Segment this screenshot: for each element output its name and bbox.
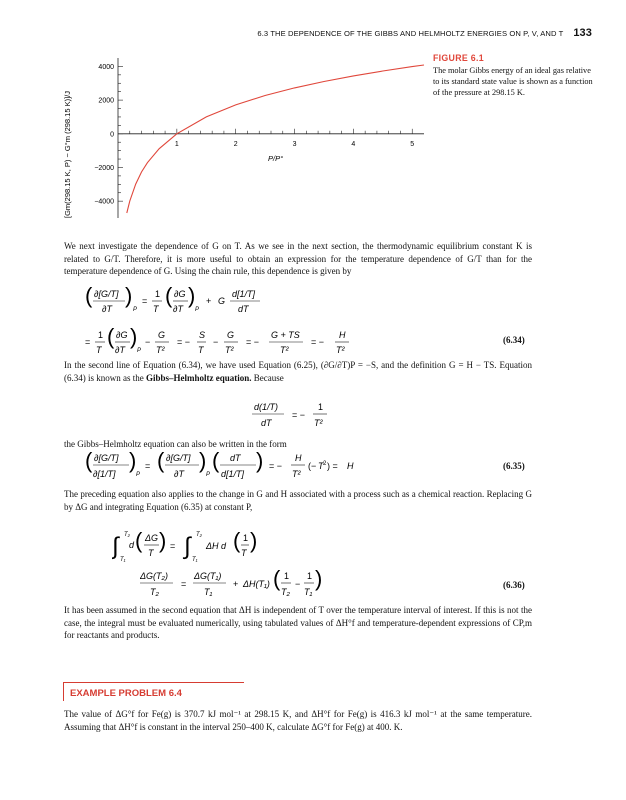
y-tick-label: −4000 [94,198,114,206]
svg-text:T²: T² [156,345,165,355]
svg-text:H: H [347,461,354,471]
svg-text:(: ( [233,528,241,553]
svg-text:dT: dT [230,453,241,463]
svg-text:P: P [136,472,141,478]
svg-text:∂G: ∂G [174,289,186,299]
svg-text:=: = [145,461,151,471]
svg-text:G: G [218,296,226,306]
running-header [257,27,592,39]
y-tick-label: 0 [110,131,114,139]
svg-text:T₂: T₂ [150,587,159,597]
svg-text:): ) [315,568,323,591]
svg-text:∂G: ∂G [116,330,128,340]
svg-text:d[1/T]: d[1/T] [221,469,245,479]
svg-text:T²: T² [280,345,289,355]
running-title: 6.3 THE DEPENDENCE OF THE GIBBS AND HELMHOLTZ ENERGIES ON P, V, AND T [257,29,564,38]
svg-text:T: T [153,304,159,314]
svg-text:∂T: ∂T [174,469,184,479]
svg-text:d[1/T]: d[1/T] [232,289,256,299]
svg-text:ΔH(T₁): ΔH(T₁) [243,579,270,589]
p2-bold-term: Gibbs–Helmholtz equation. [146,372,252,383]
svg-text:(: ( [85,450,93,473]
svg-text:1: 1 [307,571,313,581]
svg-text:=: = [170,541,176,551]
svg-text:∂T: ∂T [102,304,112,314]
svg-text:H: H [295,453,302,463]
paragraph-process: The preceding equation also applies to the change in G and H associated with a process such as a chemical reaction. Replacing G by ΔG and integrating Equation (6.35) at constant P, [64,489,532,512]
svg-text:(: ( [273,568,281,591]
svg-text:∂T: ∂T [115,345,125,355]
svg-text:d(1/T): d(1/T) [254,402,279,412]
svg-text:P: P [133,307,138,313]
y-tick-label: 2000 [98,97,114,105]
svg-text:): ) [159,528,167,553]
equation-number-6-35: (6.35) [503,461,525,471]
svg-text:−: − [213,337,219,347]
svg-text:dT: dT [261,418,272,428]
svg-text:): ) [129,450,137,473]
svg-text:T₂: T₂ [124,532,130,538]
svg-text:G: G [227,330,235,340]
x-tick-label: 5 [410,140,415,148]
equation-integral [112,528,312,568]
svg-text:G + TS: G + TS [271,330,300,340]
svg-text:=: = [181,579,187,589]
svg-text:= −: = − [246,337,260,347]
example-title: EXAMPLE PROBLEM 6.4 [70,688,182,699]
svg-text:T²: T² [314,418,323,428]
svg-text:T: T [241,548,247,558]
svg-text:P: P [137,348,142,354]
svg-text:G: G [158,330,166,340]
svg-text:ΔG(T₁): ΔG(T₁) [194,571,222,581]
svg-text:T₁: T₁ [120,557,126,563]
equation-6-34 [85,287,525,357]
paragraph-alt-form: the Gibbs–Helmholtz equation can also be written in the form [64,439,287,449]
svg-text:∂[G/T]: ∂[G/T] [166,453,191,463]
svg-text:∂[G/T]: ∂[G/T] [94,289,119,299]
svg-text:= −: = − [269,461,283,471]
svg-text:(−: (− [308,461,317,471]
svg-text:ΔH d: ΔH d [206,541,227,551]
x-tick-label: 3 [292,140,297,148]
svg-text:2: 2 [323,461,327,467]
svg-text:P: P [206,472,211,478]
svg-text:=: = [85,337,91,347]
p2-text-a: In the second line of Equation (6.34), we have used Equation (6.25), (∂G/∂T)P = −S, and the definition G = H − TS. Equation (6.34) is known as the [64,360,532,383]
svg-text:P: P [195,307,200,313]
svg-text:): ) [250,528,258,553]
x-axis-label: P/P° [268,153,284,163]
svg-text:∂[1/T]: ∂[1/T] [93,469,116,479]
svg-text:(: ( [157,450,165,473]
svg-text:(: ( [165,287,173,308]
example-body: The value of ΔG°f for Fe(g) is 370.7 kJ mol⁻¹ at 298.15 K, and ΔH°f for Fe(g) is 416.3 kJ mol⁻¹ at the same temperature. Assuming that ΔH°f is constant in the interval 250–400 K, calculate ΔG°f for Fe(g) at 400. K. [64,709,532,732]
svg-text:= −: = − [311,337,325,347]
svg-text:T₁: T₁ [304,587,313,597]
svg-text:T₁: T₁ [204,587,213,597]
svg-text:): ) [256,450,264,473]
svg-text:H: H [339,330,346,340]
series-line [127,65,424,213]
y-tick-label: −2000 [94,164,114,172]
y-axis-label: [Gm(298.15 K, P) − G°m (298.15 K)]/J [63,90,72,218]
svg-text:1: 1 [318,402,324,412]
paragraph-assumption: It has been assumed in the second equation that ΔH is independent of T over the temperature interval of interest. If this is not the case, the integral must be evaluated numerically, using tabulated values of ΔH°f and temperature-dependent expressions of CP,m for reactants and products. [64,605,532,641]
svg-text:T₂: T₂ [281,587,290,597]
figure-caption-text: The molar Gibbs energy of an ideal gas relative to its standard state value is shown as a function of the pressure at 298.15 K. [433,66,593,97]
equation-number-6-36: (6.36) [503,580,525,590]
svg-text:S: S [199,330,206,340]
svg-text:T₁: T₁ [192,557,198,563]
svg-text:1: 1 [243,533,249,543]
svg-text:∂[G/T]: ∂[G/T] [94,453,119,463]
svg-text:T: T [318,461,324,471]
svg-text:T²: T² [336,345,345,355]
gibbs-pressure-chart [58,50,428,225]
svg-text:): ) [199,450,207,473]
equation-derivative [252,399,362,435]
svg-text:∂T: ∂T [173,304,183,314]
svg-text:=: = [142,296,148,306]
svg-text:): ) [125,287,133,308]
svg-text:T₂: T₂ [196,532,202,538]
x-tick-label: 1 [174,140,179,148]
x-tick-label: 4 [351,140,356,148]
svg-text:+: + [233,579,239,589]
svg-text:T: T [198,345,204,355]
svg-text:T²: T² [292,469,301,479]
svg-text:T²: T² [225,345,234,355]
page-number: 133 [573,27,592,39]
svg-text:): ) [188,287,196,308]
svg-text:= −: = − [177,337,191,347]
svg-text:): ) [130,324,138,349]
figure-label: FIGURE 6.1 [433,53,484,63]
svg-text:−: − [145,337,151,347]
svg-text:1: 1 [155,289,161,299]
y-tick-label: 4000 [98,63,114,71]
svg-text:T: T [96,345,102,355]
svg-text:(: ( [85,287,93,308]
equation-number-6-34: (6.34) [503,335,525,345]
svg-text:ΔG: ΔG [145,533,159,543]
paragraph-gibbs-helmholtz [64,359,532,384]
figure-caption [433,53,593,98]
svg-text:dT: dT [238,304,249,314]
svg-text:−: − [295,579,301,589]
svg-text:) =: ) = [327,461,338,471]
svg-text:∫: ∫ [112,533,119,560]
svg-text:∫: ∫ [184,533,191,560]
svg-text:T: T [148,548,154,558]
svg-text:ΔG(T₂): ΔG(T₂) [140,571,168,581]
x-tick-label: 2 [233,140,238,148]
svg-text:1: 1 [284,571,290,581]
p2-text-c: Because [251,372,284,383]
svg-text:= −: = − [292,410,306,420]
svg-text:(: ( [212,450,220,473]
paragraph-intro: We next investigate the dependence of G on T. As we see in the next section, the thermodynamic equilibrium constant K is related to G/T. Therefore, it is more useful to obtain an expression for the temperature dependence of G/T than for the temperature dependence of G. Using the chain rule, this dependence is given by [64,241,532,277]
svg-text:1: 1 [98,330,104,340]
svg-text:d: d [129,540,135,550]
equation-6-36 [140,568,360,604]
svg-text:(: ( [107,324,115,349]
svg-text:(: ( [135,528,143,553]
svg-text:+: + [206,296,212,306]
equation-6-35 [85,450,445,486]
